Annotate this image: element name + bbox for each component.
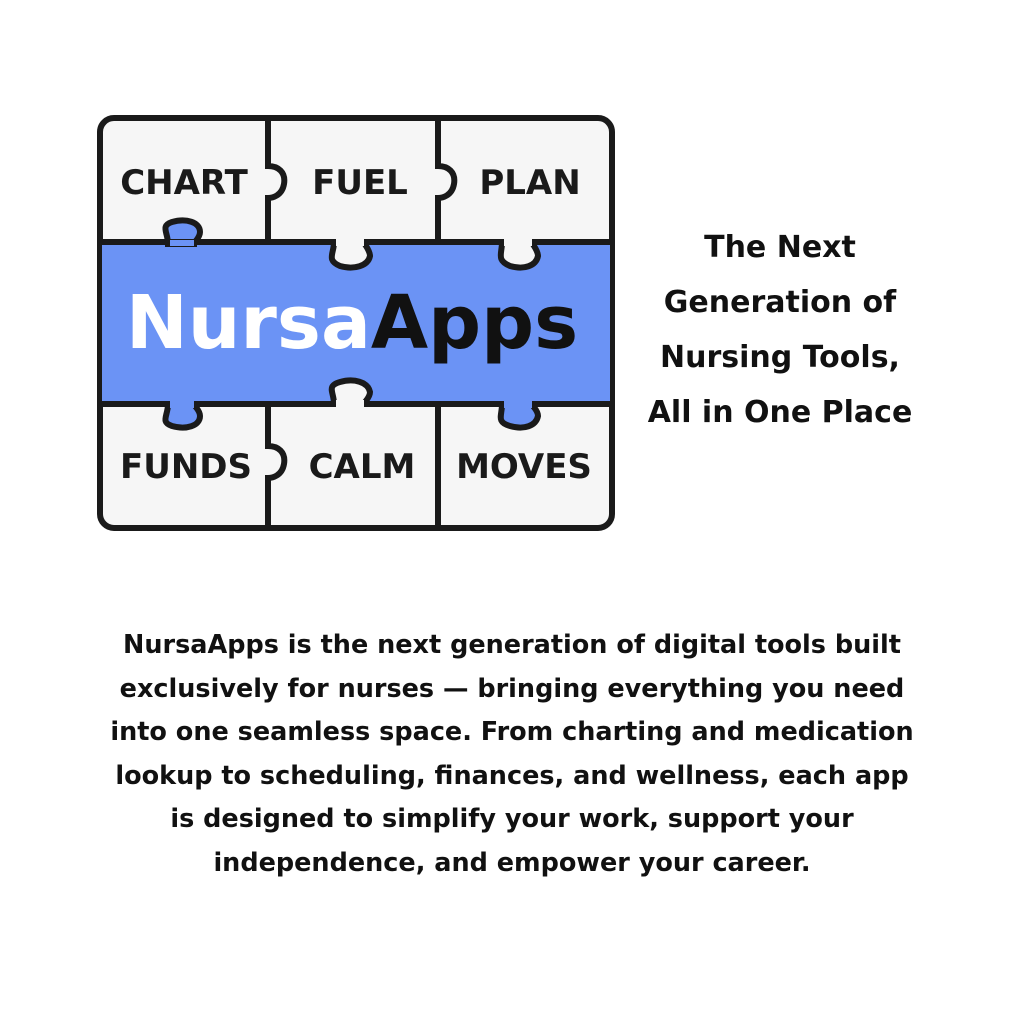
piece-label-moves: MOVES	[456, 447, 592, 487]
description-line: is designed to simplify your work, support your	[170, 804, 854, 834]
description-line: into one seamless space. From charting and medication	[110, 717, 914, 747]
brand-name-part2: Apps	[370, 280, 579, 366]
piece-label-funds: FUNDS	[120, 447, 252, 487]
description-line: exclusively for nurses — bringing everything you need	[119, 673, 905, 704]
description-line: NursaApps is the next generation of digital tools built	[123, 630, 901, 660]
description-paragraph	[60, 624, 964, 885]
piece-label-plan: PLAN	[479, 163, 581, 203]
nursaapps-logo	[96, 114, 616, 534]
description-line: independence, and empower your career.	[213, 847, 811, 878]
tagline-line: The Next	[704, 230, 856, 265]
brand-name	[126, 280, 578, 366]
piece-label-chart: CHART	[120, 163, 248, 203]
piece-label-fuel: FUEL	[312, 163, 408, 203]
description-line: lookup to scheduling, finances, and wellness, each app	[115, 760, 909, 791]
brand-name-part1: Nursa	[125, 280, 371, 366]
puzzle-logo-graphic	[96, 114, 616, 534]
tagline-line: Nursing Tools,	[660, 340, 900, 375]
tagline-line: All in One Place	[647, 395, 913, 430]
tagline-line: Generation of	[663, 285, 897, 320]
tagline	[630, 220, 930, 440]
piece-label-calm: CALM	[308, 447, 416, 487]
